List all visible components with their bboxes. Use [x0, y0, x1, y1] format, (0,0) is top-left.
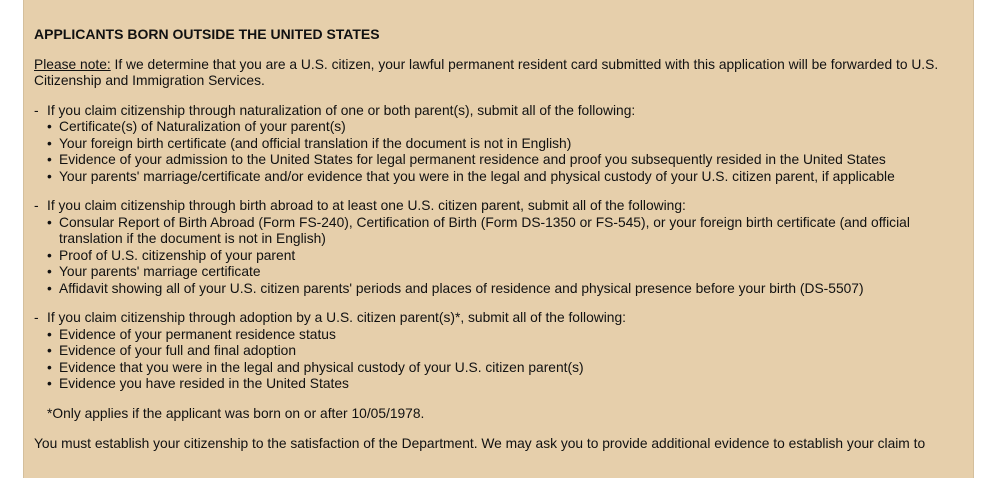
list-item: [47, 376, 964, 393]
bullet-marker: •: [47, 152, 52, 167]
bullet-marker: •: [47, 135, 52, 151]
bullet-marker: •: [47, 359, 52, 375]
list-item-text: Consular Report of Birth Abroad (Form FS-240), Certification of Birth (Form DS-1350 or FS-545), or your foreign birth certificate (and official translation if the document is not in English): [59, 214, 910, 246]
bullet-marker: •: [47, 280, 52, 296]
list-item: [47, 360, 964, 377]
document-panel: [23, 0, 974, 478]
list-item-text: Affidavit showing all of your U.S. citizen parents' periods and places of residence and physical presence before your birth (DS-5507): [59, 280, 864, 296]
dash-marker: -: [34, 310, 39, 325]
list-item-text: Your parents' marriage certificate: [59, 264, 261, 279]
please-note-text: If we determine that you are a U.S. citizen, your lawful permanent resident card submitted with this application will be forwarded to U.S. Citizenship and Immigration Services.: [34, 56, 939, 88]
dash-marker: -: [34, 102, 39, 118]
list-item: [47, 136, 964, 153]
list-item-text: Evidence you have resided in the United States: [59, 376, 349, 391]
list-item-text: Proof of U.S. citizenship of your parent: [59, 247, 296, 263]
list-item: [47, 343, 964, 360]
section-intro-text: If you claim citizenship through adoption by a U.S. citizen parent(s)*, submit all of the following:: [47, 310, 626, 325]
requirements-list: [34, 215, 964, 298]
bullet-marker: •: [47, 214, 52, 230]
list-item-text: Evidence of your permanent residence status: [59, 326, 336, 342]
bullet-marker: •: [47, 343, 52, 358]
list-item: [47, 264, 964, 281]
bullet-marker: •: [47, 119, 52, 134]
requirements-list: [34, 119, 964, 185]
list-item: [47, 248, 964, 265]
list-item-text: Your parents' marriage/certificate and/or evidence that you were in the legal and physical custody of your U.S. citizen parent, if applicable: [59, 168, 895, 184]
list-item: [47, 152, 964, 169]
bullet-marker: •: [47, 376, 52, 391]
section-intro: [34, 198, 964, 215]
bullet-marker: •: [47, 326, 52, 342]
section-intro: [34, 103, 964, 120]
bullet-marker: •: [47, 264, 52, 279]
bullet-marker: •: [47, 247, 52, 263]
document-content: [34, 26, 964, 453]
adoption-section: [34, 310, 964, 393]
adoption-footnote: *Only applies if the applicant was born on or after 10/05/1978.: [47, 405, 425, 421]
requirements-list: [34, 327, 964, 393]
list-item: [47, 169, 964, 186]
list-item: [47, 281, 964, 298]
section-intro-text: If you claim citizenship through naturalization of one or both parent(s), submit all of the following:: [47, 102, 636, 118]
please-note-paragraph: [34, 57, 964, 90]
list-item: [47, 119, 964, 136]
list-item-text: Your foreign birth certificate (and official translation if the document is not in English): [59, 135, 572, 151]
please-note-label: Please note:: [34, 56, 111, 72]
list-item-text: Evidence of your full and final adoption: [59, 343, 297, 358]
list-item: [47, 215, 964, 248]
list-item-text: Certificate(s) of Naturalization of your parent(s): [59, 119, 346, 134]
list-item-text: Evidence of your admission to the United States for legal permanent residence and proof you subsequently resided in the United States: [59, 152, 886, 167]
birth-abroad-section: [34, 198, 964, 297]
dash-marker: -: [34, 198, 39, 213]
list-item: [47, 327, 964, 344]
naturalization-section: [34, 103, 964, 186]
section-intro-text: If you claim citizenship through birth abroad to at least one U.S. citizen parent, submit all of the following:: [47, 198, 686, 213]
list-item-text: Evidence that you were in the legal and physical custody of your U.S. citizen parent(s): [59, 359, 584, 375]
closing-paragraph: You must establish your citizenship to the satisfaction of the Department. We may ask you to provide additional evidence to establish your claim to: [34, 436, 926, 451]
section-heading: APPLICANTS BORN OUTSIDE THE UNITED STATES: [34, 26, 380, 42]
bullet-marker: •: [47, 168, 52, 184]
section-intro: [34, 310, 964, 327]
